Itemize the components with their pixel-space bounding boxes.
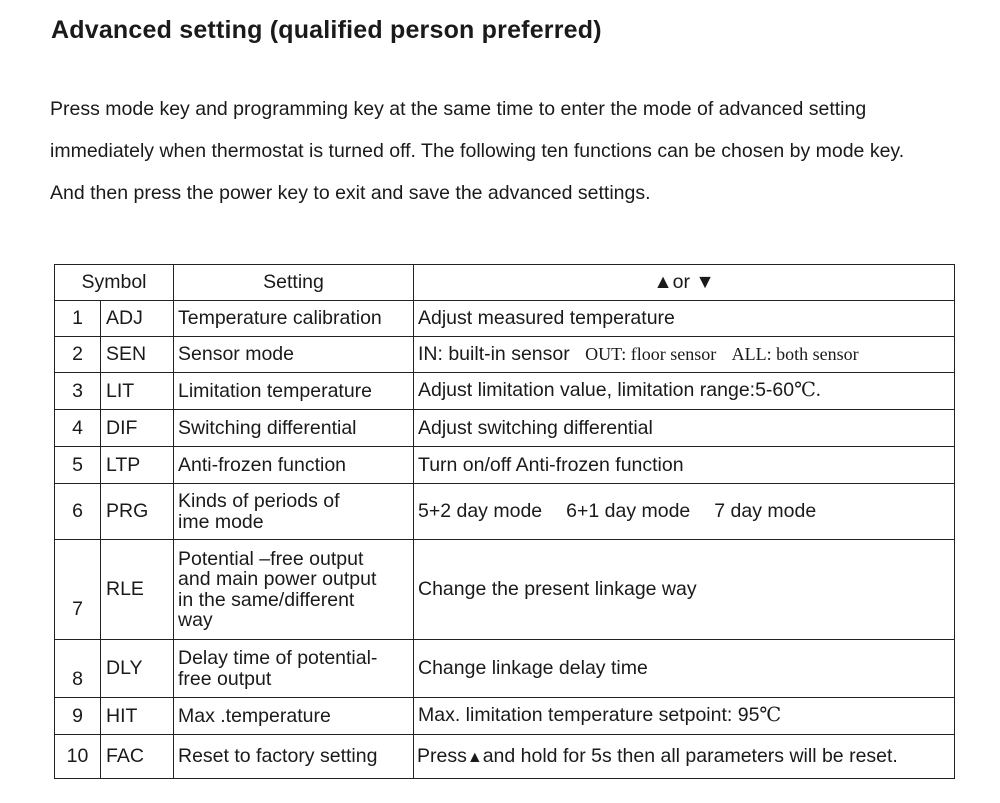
table-row <box>55 540 955 640</box>
header-symbol: Symbol <box>55 265 174 301</box>
row-symbol: FAC <box>101 735 174 779</box>
row-description <box>414 484 955 540</box>
row-description: Turn on/off Anti-frozen function <box>414 447 955 484</box>
row-number: 10 <box>55 735 101 779</box>
row-symbol: RLE <box>101 540 174 640</box>
row-number: 3 <box>55 373 101 410</box>
row-description: Change the present linkage way <box>414 540 955 640</box>
sensor-option-all: ALL: both sensor <box>731 344 859 365</box>
page-title: Advanced setting (qualified person preferred) <box>51 16 602 44</box>
row-description <box>414 373 955 410</box>
row-symbol: LIT <box>101 373 174 410</box>
row-setting: Anti-frozen function <box>174 447 414 484</box>
table-header-row <box>55 265 955 301</box>
row-symbol: DIF <box>101 410 174 447</box>
row-description <box>414 735 955 779</box>
sensor-option-out: OUT: floor sensor <box>585 344 717 365</box>
row-number: 9 <box>55 698 101 735</box>
row-setting: Reset to factory setting <box>174 735 414 779</box>
setting-line-3: in the same/different <box>178 588 355 611</box>
row-number: 2 <box>55 337 101 373</box>
row-number: 1 <box>55 301 101 337</box>
row-description <box>414 337 955 373</box>
row-setting: Temperature calibration <box>174 301 414 337</box>
row-setting: Switching differential <box>174 410 414 447</box>
celsius-unit: ℃ <box>759 705 782 727</box>
table-row <box>55 410 955 447</box>
row-description <box>414 698 955 735</box>
table-row <box>55 373 955 410</box>
setting-line-2: ime mode <box>178 510 264 533</box>
table-row <box>55 735 955 779</box>
row-symbol: PRG <box>101 484 174 540</box>
row-number: 6 <box>55 484 101 540</box>
intro-paragraph <box>50 88 980 214</box>
row-setting: Max .temperature <box>174 698 414 735</box>
limitation-range-text: Adjust limitation value, limitation range:5-60 <box>418 379 795 402</box>
row-description: Adjust switching differential <box>414 410 955 447</box>
header-adjust: ▲or ▼ <box>414 265 955 301</box>
row-setting <box>174 484 414 540</box>
table-row <box>55 698 955 735</box>
reset-text-rest: and hold for 5s then all parameters will be reset. <box>482 745 898 768</box>
setting-line-2: and main power output <box>178 568 377 591</box>
setting-line-1: Potential –free output <box>178 547 364 570</box>
intro-line-2: immediately when thermostat is turned off. The following ten functions can be chosen by mode key. <box>50 140 905 162</box>
table-row <box>55 484 955 540</box>
table-row <box>55 447 955 484</box>
row-description: Change linkage delay time <box>414 640 955 698</box>
row-symbol: HIT <box>101 698 174 735</box>
advanced-settings-table <box>54 264 955 779</box>
row-number: 5 <box>55 447 101 484</box>
row-setting <box>174 640 414 698</box>
intro-line-3: And then press the power key to exit and save the advanced settings. <box>50 182 651 204</box>
row-symbol: DLY <box>101 640 174 698</box>
row-setting: Sensor mode <box>174 337 414 373</box>
table-row <box>55 640 955 698</box>
mode-option-7: 7 day mode <box>714 500 817 523</box>
setting-line-1: Kinds of periods of <box>178 490 340 513</box>
setting-line-4: way <box>178 608 213 631</box>
mode-option-5-2: 5+2 day mode <box>418 500 543 523</box>
table-row <box>55 301 955 337</box>
celsius-unit: ℃. <box>794 380 821 402</box>
intro-line-1: Press mode key and programming key at the same time to enter the mode of advanced setting <box>50 98 867 120</box>
setting-line-1: Delay time of potential- <box>178 647 378 670</box>
row-number: 4 <box>55 410 101 447</box>
reset-text-press: Press <box>417 745 467 768</box>
row-setting <box>174 540 414 640</box>
max-temperature-text: Max. limitation temperature setpoint: 95 <box>418 704 760 727</box>
sensor-option-in: IN: built-in sensor <box>418 343 570 366</box>
setting-line-2: free output <box>178 667 272 690</box>
mode-option-6-1: 6+1 day mode <box>566 500 691 523</box>
row-number: 7 <box>55 540 101 640</box>
row-symbol: LTP <box>101 447 174 484</box>
row-symbol: ADJ <box>101 301 174 337</box>
row-number: 8 <box>55 640 101 698</box>
row-setting: Limitation temperature <box>174 373 414 410</box>
row-description: Adjust measured temperature <box>414 301 955 337</box>
row-symbol: SEN <box>101 337 174 373</box>
table-row <box>55 337 955 373</box>
up-triangle-icon: ▲ <box>466 749 483 767</box>
header-setting: Setting <box>174 265 414 301</box>
